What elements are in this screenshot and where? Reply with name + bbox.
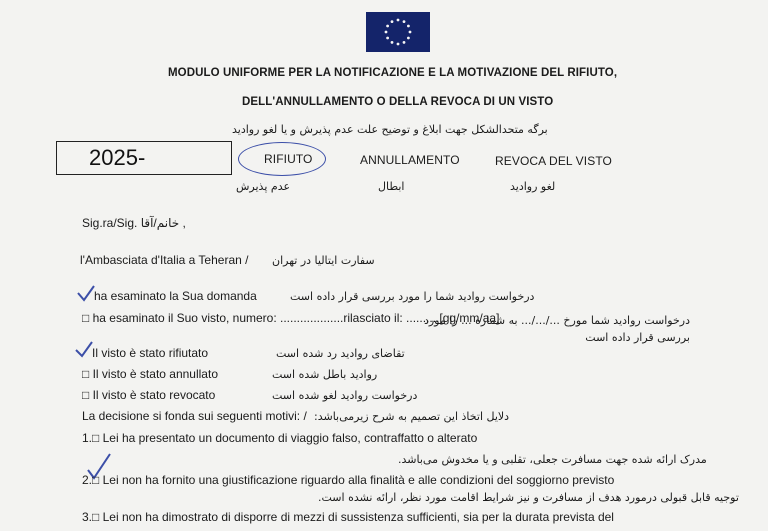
option-annullamento-fa: ابطال [378,180,405,193]
item-visa-revoked-fa: درخواست روادید لغو شده است [272,389,418,402]
reason-2-fa: توجیه قابل قبولی درمورد هدف از مسافرت و نیز شرایط اقامت مورد نظر، ارائه نشده است. [318,491,739,504]
number-value: 2025- [89,145,146,170]
option-revoca[interactable]: REVOCA DEL VISTO [495,154,612,168]
item-examined-application[interactable]: ha esaminato la Sua domanda [94,289,257,303]
option-annullamento[interactable]: ANNULLAMENTO [360,153,460,167]
item-examined-visa-fa: درخواست روادید شما مورخ .../.../... به شماره ... را مورد بررسی قرار داده است [423,314,690,344]
reason-2[interactable]: 2.□ Lei non ha fornito una giustificazione riguardo alla finalità e alle condizioni del soggiorno previsto [82,473,615,487]
option-revoca-fa: لغو روادید [510,180,556,193]
reason-1[interactable]: 1.□ Lei ha presentato un documento di viaggio falso, contraffatto o alterato [82,431,478,445]
item-visa-revoked[interactable]: □ Il visto è stato revocato [82,388,216,402]
item-visa-refused-fa: تقاضای روادید رد شده است [276,347,405,360]
number-field[interactable] [56,141,232,175]
option-rifiuto[interactable]: RIFIUTO [264,152,313,166]
item-examined-application-fa: درخواست روادید شما را مورد بررسی قرار داده است [290,290,535,303]
reason-1-fa: مدرک ارائه شده جهت مسافرت جعلی، تقلبی و یا مخدوش می‌باشد. [398,453,707,466]
reason-3[interactable]: 3.□ Lei non ha dimostrato di disporre di mezzi di sussistenza sufficienti, sia per la durata prevista del [82,510,614,524]
reasons-intro-fa: دلایل اتخاذ این تصمیم به شرح زیرمی‌باشد: [314,410,510,423]
title-line-2: DELL'ANNULLAMENTO O DELLA REVOCA DI UN VISTO [242,96,554,108]
checkmark-icon [76,284,96,304]
embassy-fa: سفارت ایتالیا در تهران [272,254,375,267]
reasons-intro-it: La decisione si fonda sui seguenti motivi: / [82,409,307,423]
title-fa: برگه متحدالشکل جهت ابلاغ و توضیح علت عدم پذیرش و یا لغو روادید [232,123,548,136]
item-examined-visa[interactable]: □ ha esaminato il Suo visto, numero: ...................rilasciato il: ..........[gg/mm/aa] [82,311,500,325]
eu-flag-logo [366,12,430,52]
item-visa-annulled[interactable]: □ Il visto è stato annullato [82,367,218,381]
title-line-1: MODULO UNIFORME PER LA NOTIFICAZIONE E LA MOTIVAZIONE DEL RIFIUTO, [168,67,618,79]
salutation: Sig.ra/Sig. خانم/آقا , [82,216,186,230]
item-visa-annulled-fa: روادید باطل شده است [272,368,378,381]
item-visa-refused[interactable]: Il visto è stato rifiutato [92,346,209,360]
checkmark-icon [74,340,94,360]
option-rifiuto-fa: عدم پذیرش [236,180,291,193]
embassy-it: l'Ambasciata d'Italia a Teheran / [80,253,249,267]
